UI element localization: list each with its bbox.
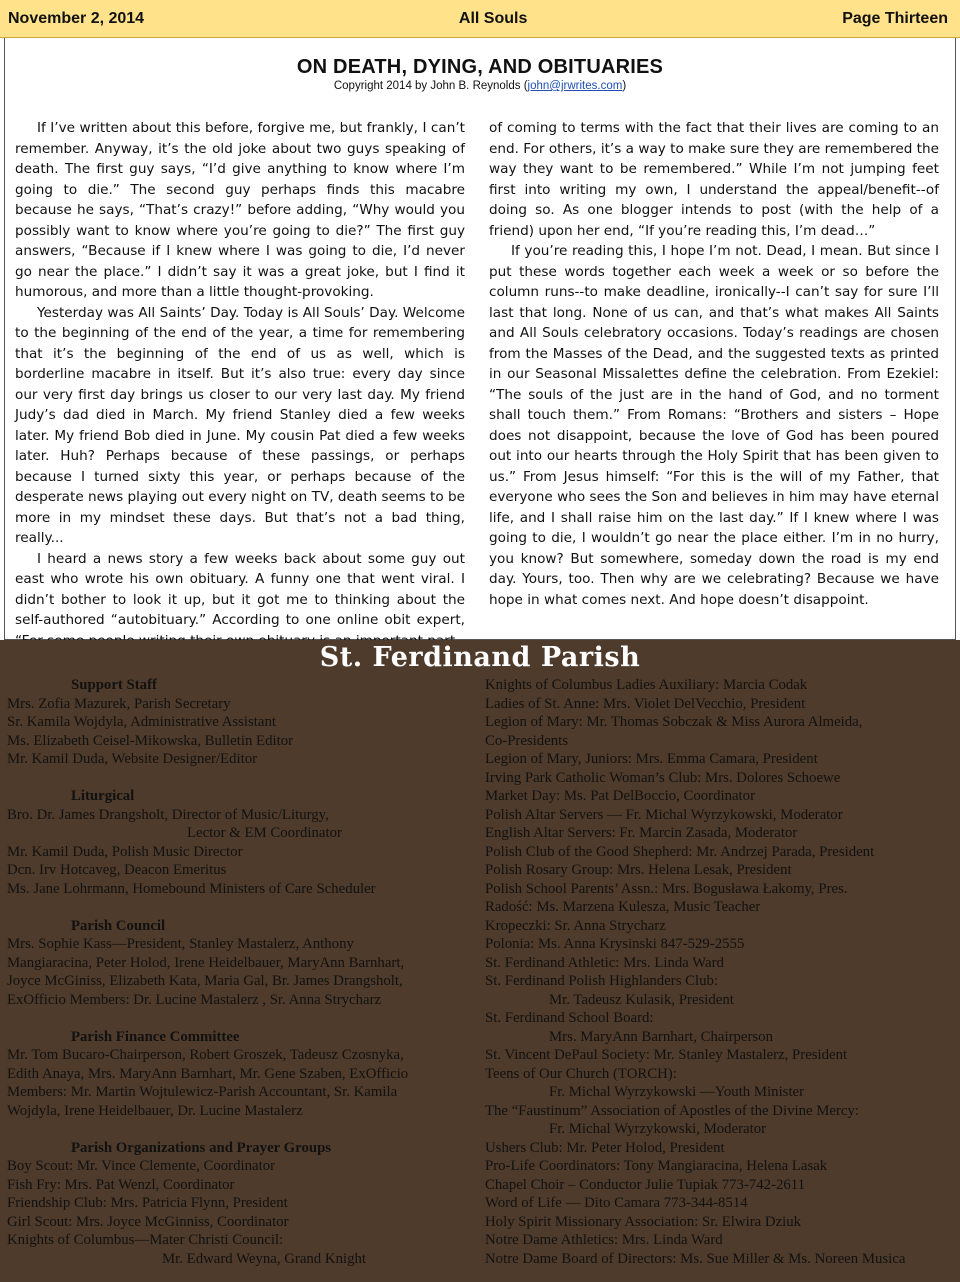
directory-entry: Wojdyla, Irene Heidelbauer, Dr. Lucine Mastalerz xyxy=(7,1102,303,1119)
directory-entry: Polish Rosary Group: Mrs. Helena Lesak, President xyxy=(485,862,792,878)
directory-entry: English Altar Servers: Fr. Marcin Zasada, Moderator xyxy=(485,825,798,841)
article-paragraph: of coming to terms with the fact that their lives are coming to an end. For others, it’s a way to make sure they are remembered the way they want to be remembered.” While I’m not jumping feet first into writing my own, I understand the appeal/benefit--of doing so. As one blogger intends to post (with the help of a friend) upon her end, “If you’re reading this, I’m dead…” xyxy=(489,120,939,239)
article-copyright xyxy=(5,80,955,92)
directory-entry: Ms. Elizabeth Ceisel-Mikowska, Bulletin Editor xyxy=(7,732,294,749)
parish-council-heading: Parish Council xyxy=(71,917,166,934)
directory-entry: Sr. Kamila Wojdyla, Administrative Assistant xyxy=(7,714,276,730)
directory-entry: Legion of Mary: Mr. Thomas Sobczak & Miss Aurora Almeida, xyxy=(485,714,863,730)
directory-entry: Mangiaracina, Peter Holod, Irene Heidelbauer, MaryAnn Barnhart, xyxy=(7,954,405,971)
directory-entry: Legion of Mary, Juniors: Mrs. Emma Camara, President xyxy=(485,751,818,767)
directory-entry: Mr. Tom Bucaro-Chairperson, Robert Groszek, Tadeusz Czosnyka, xyxy=(7,1047,404,1063)
directory-entry: Knights of Columbus Ladies Auxiliary: Marcia Codak xyxy=(485,677,808,693)
directory-entry: Market Day: Ms. Pat DelBoccio, Coordinator xyxy=(485,788,755,804)
author-email-link[interactable]: john@jrwrites.com xyxy=(527,80,623,92)
directory-entry: Mrs. Sophie Kass—President, Stanley Mastalerz, Anthony xyxy=(7,936,354,952)
article-paragraph: If I’ve written about this before, forgive me, but frankly, I can’t remember. Anyway, it’s the old joke about two guys speaking of death. The first guy says, “I’d give anything to know where I’m going to die.” The second guy perhaps finds this macabre because he says, “That’s crazy!” before adding, “Why would you possibly want to know where you’re going to die?” The first guy answers, “Because if I knew where I was going to die, I’d never go near the place.” I didn’t say it was a great joke, but I find it humorous, and more than a little thought-provoking. xyxy=(15,120,465,300)
directory-entry: Co-Presidents xyxy=(485,732,569,749)
page-header xyxy=(0,0,960,38)
support-staff-heading: Support Staff xyxy=(71,677,157,693)
directory-entry: Kropeczki: Sr. Anna Strycharz xyxy=(485,917,666,934)
directory-entry: Teens of Our Church (TORCH): xyxy=(485,1065,677,1082)
liturgical-heading: Liturgical xyxy=(71,788,135,804)
directory-entry: Girl Scout: Mrs. Joyce McGinniss, Coordinator xyxy=(7,1213,289,1230)
directory-entry: Knights of Columbus—Mater Christi Council: xyxy=(7,1232,284,1248)
directory-entry: Friendship Club: Mrs. Patricia Flynn, President xyxy=(7,1195,288,1211)
directory-entry: Mr. Edward Weyna, Grand Knight xyxy=(162,1250,367,1267)
directory-entry: Mrs. MaryAnn Barnhart, Chairperson xyxy=(549,1028,773,1045)
directory-entry: Mrs. Zofia Mazurek, Parish Secretary xyxy=(7,695,231,712)
directory-entry: Mr. Kamil Duda, Polish Music Director xyxy=(7,843,243,860)
directory-entry: Members: Mr. Martin Wojtulewicz-Parish Accountant, Sr. Kamila xyxy=(7,1084,398,1100)
directory-entry: Notre Dame Board of Directors: Ms. Sue Miller & Ms. Noreen Musica xyxy=(485,1250,906,1267)
directory-entry: St. Ferdinand Athletic: Mrs. Linda Ward xyxy=(485,954,724,971)
article-paragraph: Yesterday was All Saints’ Day. Today is All Souls’ Day. Welcome to the beginning of the end of the year, a time for remembering that it’s the beginning of the end of us as well, which is borderline macabre in itself. But it’s also true: every day since our very first day brings us closer to our very last day. My friend Judy’s dad died in March. My friend Stanley died a few weeks later. My friend Bob died in June. My cousin Pat died a few weeks later. Huh? Perhaps because of these passings, or perhaps because I turned sixty this year, or perhaps because of the desperate news playing out every night on TV, death seems to be more in my mindset these days. But that’s not a bad thing, really... xyxy=(15,304,465,546)
directory-entry: Mr. Kamil Duda, Website Designer/Editor xyxy=(7,751,258,767)
article-right-column xyxy=(489,118,939,610)
directory-entry: ExOfficio Members: Dr. Lucine Mastalerz , Sr. Anna Strycharz xyxy=(7,991,382,1008)
article-box xyxy=(4,38,956,640)
directory-entry: Fr. Michal Wyrzykowski —Youth Minister xyxy=(549,1084,805,1100)
directory-entry: Ms. Jane Lohrmann, Homebound Ministers of Care Scheduler xyxy=(7,880,376,897)
directory-entry: Boy Scout: Mr. Vince Clemente, Coordinator xyxy=(7,1158,276,1174)
directory-entry: Bro. Dr. James Drangsholt, Director of Music/Liturgy, xyxy=(7,806,329,823)
directory-entry: Pro-Life Coordinators: Tony Mangiaracina, Helena Lasak xyxy=(485,1158,828,1174)
directory-entry: Fr. Michal Wyrzykowski, Moderator xyxy=(549,1121,767,1137)
directory-entry: Lector & EM Coordinator xyxy=(187,825,342,841)
directory-entry: Polonia: Ms. Anna Krysinski 847-529-2555 xyxy=(485,936,745,952)
article-heading xyxy=(5,56,955,92)
directory-entry: Word of Life — Dito Camara 773-344-8514 xyxy=(485,1195,748,1211)
directory-entry: Edith Anaya, Mrs. MaryAnn Barnhart, Mr. Gene Szaben, ExOfficio xyxy=(7,1065,409,1082)
directory-entry: Irving Park Catholic Woman’s Club: Mrs. Dolores Schoewe xyxy=(485,769,841,786)
directory-entry: Polish Altar Servers — Fr. Michal Wyrzykowski, Moderator xyxy=(485,806,843,823)
copyright-prefix: Copyright 2014 by John B. Reynolds ( xyxy=(333,80,528,92)
article-paragraph: I heard a news story a few weeks back about some guy out east who wrote his own obituary. A funny one that went viral. I didn’t bother to look it up, but it got me to thinking about the self-authored “autobituary.” According to one online obit expert, xyxy=(15,550,465,628)
parish-title: St. Ferdinand Parish xyxy=(319,642,641,673)
directory-entry: St. Ferdinand Polish Highlanders Club: xyxy=(485,973,719,989)
article-title: ON DEATH, DYING, AND OBITUARIES xyxy=(296,56,664,78)
header-page-number: Page Thirteen xyxy=(842,9,948,27)
parish-right-column xyxy=(485,676,955,1268)
finance-committee-heading: Parish Finance Committee xyxy=(71,1028,240,1045)
parish-directory xyxy=(0,640,960,1282)
directory-entry: Fish Fry: Mrs. Pat Wenzl, Coordinator xyxy=(7,1176,235,1193)
directory-entry: Radość: Ms. Marzena Kulesza, Music Teacher xyxy=(485,899,761,915)
article-paragraph: If you’re reading this, I hope I’m not. Dead, I mean. But since I put these words together each week a week or so before the column runs--to make deadline, ironically--I can’t say for sure I’ll last that long. None of us can, and that’s what makes All Saints and All Souls celebratory occasions. Today’s readings are chosen from the Masses of the Dead, and the suggested texts as printed in our Seasonal Missalettes define the celebration. From Ezekiel: “The souls of the just are in the hand of God, and no torment shall touch them.” From Romans: “Brothers and sisters – Hope does not disappoint, because the love of God has been poured out into our hearts through the Holy Spirit that has been given to us.” From Jesus himself: “For this is the will of my Father, that everyone who sees the Son and believes in him may have eternal life, and I shall raise him on the last day.” If I knew where I was going to die, I wouldn’t go near the place either. I’m in no hurry, you know? But somewhere, someday down the road is my end day. Yours, too. Then why are we celebrating? Because we have hope in what comes next. And hope doesn’t disappoint. xyxy=(489,243,939,608)
directory-entry: St. Ferdinand School Board: xyxy=(485,1010,654,1026)
directory-entry: Polish Club of the Good Shepherd: Mr. Andrzej Parada, President xyxy=(485,843,875,860)
header-title: All Souls xyxy=(458,9,528,27)
directory-entry: The “Faustinum” Association of Apostles of the Divine Mercy: xyxy=(485,1102,859,1119)
directory-entry: Ushers Club: Mr. Peter Holod, President xyxy=(485,1139,725,1156)
directory-entry: Holy Spirit Missionary Association: Sr. Elwira Dziuk xyxy=(485,1213,802,1230)
directory-entry: Mr. Tadeusz Kulasik, President xyxy=(549,991,734,1008)
directory-entry: Notre Dame Athletics: Mrs. Linda Ward xyxy=(485,1232,723,1248)
parish-left-column xyxy=(7,676,467,1268)
directory-entry: Joyce McGiniss, Elizabeth Kata, Maria Gal, Br. James Drangsholt, xyxy=(7,973,403,989)
header-date: November 2, 2014 xyxy=(8,9,145,27)
article-left-column xyxy=(15,118,465,651)
directory-entry: Polish School Parents’ Assn.: Mrs. Bogusława Łakomy, Pres. xyxy=(485,880,848,897)
directory-entry: Ladies of St. Anne: Mrs. Violet DelVecchio, President xyxy=(485,695,806,712)
copyright-suffix: ) xyxy=(622,80,627,92)
directory-entry: St. Vincent DePaul Society: Mr. Stanley Mastalerz, President xyxy=(485,1047,848,1063)
directory-entry: Chapel Choir – Conductor Julie Tupiak 773-742-2611 xyxy=(485,1176,806,1193)
directory-entry: Dcn. Irv Hotcaveg, Deacon Emeritus xyxy=(7,862,227,878)
organizations-heading: Parish Organizations and Prayer Groups xyxy=(71,1139,332,1156)
